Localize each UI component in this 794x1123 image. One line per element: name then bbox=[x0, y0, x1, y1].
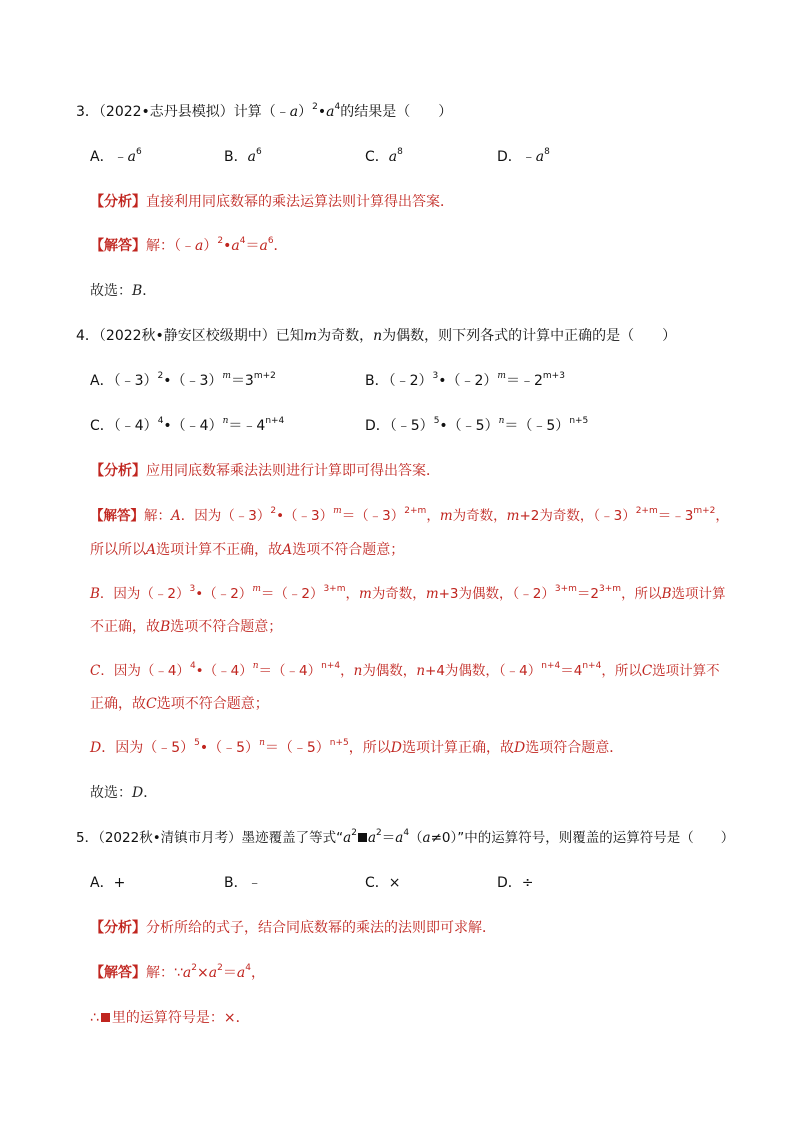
ink-blot-icon bbox=[358, 833, 367, 842]
q3-analysis: 【分析】直接利用同底数幂的乘法运算法则计算得出答案． bbox=[90, 194, 454, 210]
q3-option-c: C．$a^8$ bbox=[365, 147, 403, 165]
red-square-icon bbox=[101, 1013, 110, 1022]
q4-answer-c-line2: 正确，故C选项不符合题意； bbox=[90, 696, 269, 712]
q4-answer-b-line2: 不正确，故B选项不符合题意； bbox=[90, 619, 283, 635]
q4-option-a: A．$(﹣3)^2•(﹣3)^m=3^{m+2}$ bbox=[90, 371, 276, 389]
q3-option-d: D．$﹣a^8$ bbox=[497, 147, 550, 165]
analysis-tag: 【分析】 bbox=[90, 463, 146, 479]
q4-option-b: B．$(﹣2)^3•(﹣2)^m=﹣2^{m+3}$ bbox=[365, 371, 565, 389]
answer-tag: 【解答】 bbox=[90, 508, 144, 524]
q3-stem: 3．（2022•志丹县模拟）计算$(﹣a)^2•a^4$的结果是（ ） bbox=[76, 102, 453, 120]
q4-option-d: D．（﹣5）$^5$•（﹣5）$^n$＝（﹣5）$^{n+5}$ bbox=[365, 416, 589, 434]
q5-option-a: A．+ bbox=[90, 875, 126, 891]
q4-answer-a-line1: 【解答】解：A．因为（﹣3）$^2$•（﹣3）$^m$＝（﹣3）$^{2+m}$，m为奇数，m+2为奇数，$(﹣3)^{2+m}=﹣3^{m+2}$， bbox=[90, 506, 729, 524]
q4-analysis: 【分析】应用同底数幂乘法法则进行计算即可得出答案． bbox=[90, 463, 440, 479]
q5-conclusion: ∴ 里的运算符号是：×． bbox=[90, 1010, 250, 1026]
q5-option-b: B．﹣ bbox=[224, 875, 262, 891]
q3-choice: 故选：B． bbox=[90, 283, 157, 299]
q5-analysis: 【分析】分析所给的式子，结合同底数幂的乘法的法则即可求解． bbox=[90, 920, 496, 936]
q4-answer-c-line1: C．因为（﹣4）$^4$•（﹣4）$^n$＝（﹣4）$^{n+4}$，n为偶数，n+4为偶数，$(﹣4)^{n+4}=4^{n+4}$，所以C选项计算不 bbox=[90, 661, 720, 679]
q5-answer: 【解答】解：$\because a^2\times a^2=a^4$， bbox=[90, 963, 265, 981]
q3-option-a: A．$﹣a^6$ bbox=[90, 147, 142, 165]
answer-tag: 【解答】 bbox=[90, 965, 146, 981]
answer-tag: 【解答】 bbox=[90, 238, 146, 254]
analysis-tag: 【分析】 bbox=[90, 920, 146, 936]
q4-option-c: C．$(﹣4)^4•(﹣4)^n=﹣4^{n+4}$ bbox=[90, 416, 285, 434]
q4-choice: 故选：D． bbox=[90, 785, 158, 801]
q3-option-b: B．$a^6$ bbox=[224, 147, 262, 165]
q5-stem: 5．（2022秋•清镇市月考）墨迹覆盖了等式“$a^2$ $a^2=a^4(a\ne 0)$”中的运算符号，则覆盖的运算符号是（ ） bbox=[76, 828, 735, 846]
q4-stem: 4．（2022秋•静安区校级期中）已知m为奇数，n为偶数，则下列各式的计算中正确的是（ ） bbox=[76, 328, 677, 344]
q4-answer-d: D．因为（﹣5）$^5$•（﹣5）$^n$＝（﹣5）$^{n+5}$，所以D选项计算正确，故D选项符合题意． bbox=[90, 738, 624, 756]
q3-answer: 【解答】解：$(﹣a)^2•a^4=a^6$． bbox=[90, 236, 288, 254]
q5-option-c: C．× bbox=[365, 875, 401, 891]
q5-option-d: D．÷ bbox=[497, 875, 534, 891]
q4-answer-b-line1: B．因为（﹣2）$^3$•（﹣2）$^m$＝（﹣2）$^{3+m}$，m为奇数，m+3为偶数，$(﹣2)^{3+m}=2^{3+m}$，所以B选项计算 bbox=[90, 584, 726, 602]
q4-answer-a-line2: 所以所以A选项计算不正确，故A选项不符合题意； bbox=[90, 542, 405, 558]
analysis-tag: 【分析】 bbox=[90, 194, 146, 210]
